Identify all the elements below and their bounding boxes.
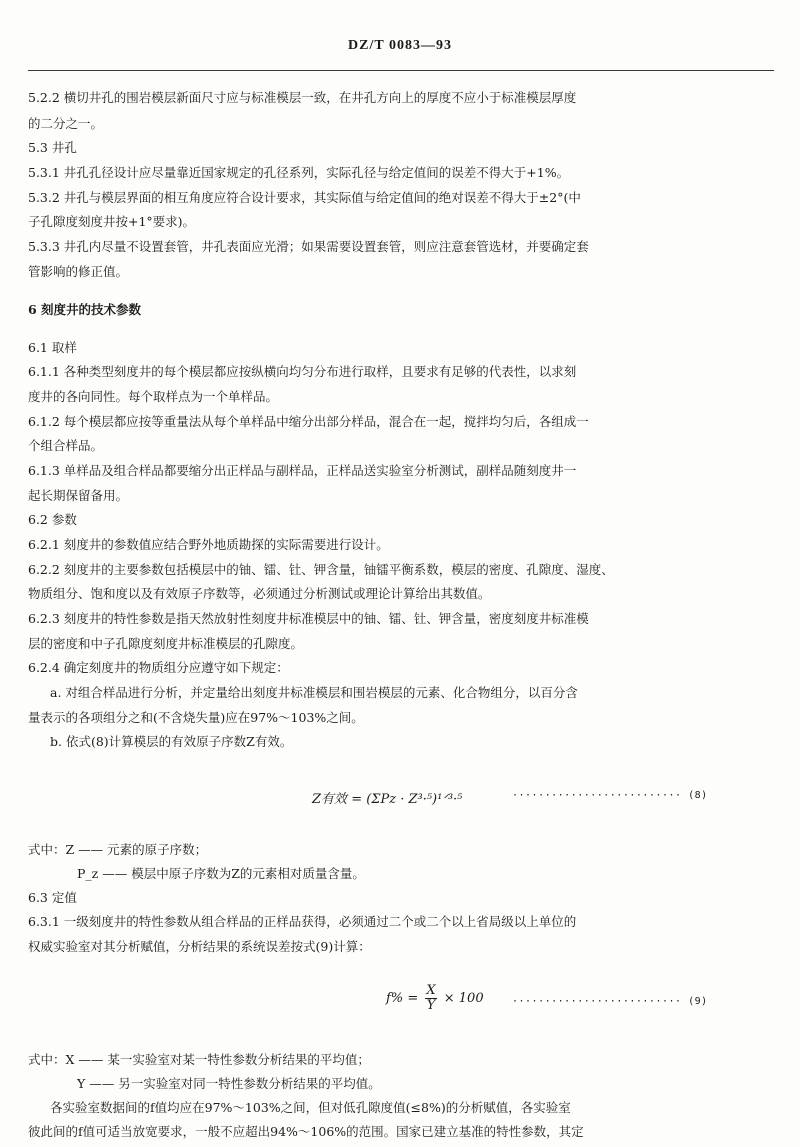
chapter-heading: 6 刻度井的技术参数 <box>28 302 142 317</box>
formula-8 <box>312 788 462 807</box>
paragraph-line: 管影响的修正值。 <box>28 264 129 279</box>
paragraph-line: 6.1.3 单样品及组合样品都要缩分出正样品与副样品，正样品送实验室分析测试，副样品随刻度井一 <box>28 463 577 478</box>
paragraph-line: 量表示的各项组分之和(不含烧失量)应在97%～103%之间。 <box>28 710 364 725</box>
section-heading: 6.1 取样 <box>28 340 77 355</box>
paragraph-line: 层的密度和中子孔隙度刻度井标准模层的孔隙度。 <box>28 636 304 651</box>
paragraph-line: 6.3.1 一级刻度井的特性参数从组合样品的正样品获得，必须通过二个或二个以上省局级以上单位的 <box>28 914 577 929</box>
paragraph-line: 彼此间的f值可适当放宽要求，一般不应超出94%～106%的范围。国家已建立基准的特性参数，其定 <box>28 1124 584 1139</box>
paragraph-line: 6.2.1 刻度井的参数值应结合野外地质勘探的实际需要进行设计。 <box>28 537 389 552</box>
paragraph-line: 起长期保留备用。 <box>28 488 129 503</box>
list-item: b. 依式(8)计算模层的有效原子序数Z有效。 <box>50 734 293 749</box>
paragraph-line: 各实验室数据间的f值均应在97%～103%之间，但对低孔隙度值(≤8%)的分析赋值，各实验室 <box>50 1100 571 1115</box>
list-item: a. 对组合样品进行分析，并定量给出刻度井标准模层和围岩模层的元素、化合物组分，以百分含 <box>50 685 578 700</box>
equation-leader-9: ·························· (9) <box>512 996 708 1007</box>
formula-9-numerator: X <box>426 983 436 998</box>
formula-9-lhs: f% <box>386 991 404 1006</box>
paragraph-line: 6.1.1 各种类型刻度井的每个模层都应按纵横向均匀分布进行取样，且要求有足够的代表性，以求刻 <box>28 364 577 379</box>
paragraph-line: 6.2.3 刻度井的特性参数是指天然放射性刻度井标准模层中的铀、镭、钍、钾含量，密度刻度井标准模 <box>28 611 589 626</box>
definition-line: P_z —— 模层中原子序数为Z的元素相对质量含量。 <box>77 866 365 881</box>
paragraph-line: 5.3.3 井孔内尽量不设置套管，井孔表面应光滑；如果需要设置套管，则应注意套管选材，并要确定套 <box>28 239 589 254</box>
formula-9-fraction <box>425 984 436 1013</box>
definition-line: 式中：X —— 某一实验室对某一特性参数分析结果的平均值； <box>28 1052 370 1067</box>
paragraph-line: 5.2.2 横切井孔的围岩模层新面尺寸应与标准模层一致，在井孔方向上的厚度不应小于标准模层厚度 <box>28 90 577 105</box>
definition-line: Y —— 另一实验室对同一特性参数分析结果的平均值。 <box>77 1076 381 1091</box>
formula-9-multiplier: × 100 <box>443 991 484 1006</box>
definition-line: 式中：Z —— 元素的原子序数； <box>28 842 208 857</box>
equation-number-8: (8) <box>688 790 708 801</box>
paragraph-line: 物质组分、饱和度以及有效原子序数等，必须通过分析测试或理论计算给出其数值。 <box>28 586 491 601</box>
section-heading: 6.2 参数 <box>28 512 77 527</box>
page-header-standard-code: DZ/T 0083—93 <box>348 38 452 53</box>
paragraph-line: 的二分之一。 <box>28 116 104 131</box>
paragraph-line: 权威实验室对其分析赋值，分析结果的系统误差按式(9)计算： <box>28 939 371 954</box>
formula-9 <box>386 984 484 1013</box>
paragraph-line: 5.3.2 井孔与模层界面的相互角度应符合设计要求，其实际值与给定值间的绝对误差不得大于±2°(中 <box>28 190 581 205</box>
paragraph-line: 6.2.2 刻度井的主要参数包括模层中的铀、镭、钍、钾含量，铀镭平衡系数，模层的密度、孔隙度、湿度、 <box>28 562 614 577</box>
paragraph-line: 6.1.2 每个模层都应按等重量法从每个单样品中缩分出部分样品，混合在一起，搅拌均匀后，各组成一 <box>28 414 589 429</box>
section-heading: 6.3 定值 <box>28 890 77 905</box>
formula-8-lhs: Z有效 <box>312 792 348 807</box>
formula-9-eq: = <box>407 991 419 1006</box>
header-rule <box>28 70 774 71</box>
equation-number-9: (9) <box>688 996 708 1007</box>
paragraph-line: 5.3.1 井孔孔径设计应尽量靠近国家规定的孔径系列，实际孔径与给定值间的误差不得大于+1%。 <box>28 165 570 180</box>
equation-leader-8: ·························· (8) <box>512 790 708 801</box>
paragraph-line: 子孔隙度刻度井按+1°要求)。 <box>28 214 196 229</box>
formula-8-rhs: = (ΣPz · Z³·⁵)¹ᐟ³·⁵ <box>351 792 463 807</box>
paragraph-line: 度井的各向同性。每个取样点为一个单样品。 <box>28 389 279 404</box>
paragraph-line: 6.2.4 确定刻度井的物质组分应遵守如下规定： <box>28 660 289 675</box>
paragraph-line: 个组合样品。 <box>28 438 104 453</box>
formula-9-denominator: Y <box>426 998 436 1013</box>
section-heading: 5.3 井孔 <box>28 140 77 155</box>
